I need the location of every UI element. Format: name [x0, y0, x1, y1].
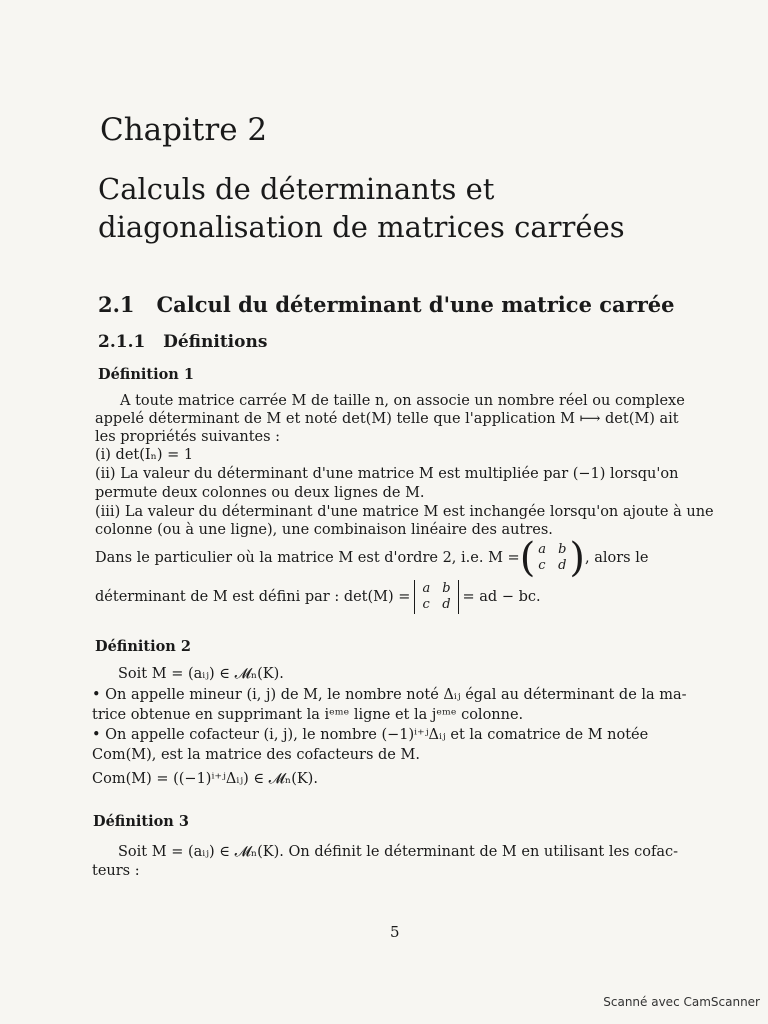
det-entry-a: a: [422, 581, 431, 596]
det-entries: [419, 581, 453, 613]
matrix-entry-d: d: [558, 558, 567, 573]
def1-line: (iii) La valeur du déterminant d'une matrice M est inchangée lorsqu'on ajoute à une: [95, 504, 714, 520]
def2-line: Soit M = (aᵢⱼ) ∈ 𝓜ₙ(K).: [118, 666, 284, 682]
right-paren: ): [569, 535, 585, 581]
def1-det-line: [95, 580, 541, 614]
det-entry-c: c: [422, 597, 430, 612]
def1-line: appelé déterminant de M et noté det(M) telle que l'application M ⟼ det(M) ait: [95, 411, 679, 427]
def1-line: permute deux colonnes ou deux lignes de M.: [95, 485, 425, 501]
def1-line: (ii) La valeur du déterminant d'une matrice M est multipliée par (−1) lorsqu'on: [95, 466, 679, 482]
def1-line: colonne (ou à une ligne), une combinaison linéaire des autres.: [95, 522, 553, 538]
page-number: 5: [390, 923, 400, 941]
def2-line: Com(M), est la matrice des cofacteurs de M.: [92, 747, 420, 763]
def3-line: Soit M = (aᵢⱼ) ∈ 𝓜ₙ(K). On définit le déterminant de M en utilisant les cofac-: [118, 844, 678, 860]
determinant-2x2: [410, 580, 462, 614]
matrix-entry-a: a: [538, 542, 547, 557]
def1-matrix-text: Dans le particulier où la matrice M est d'ordre 2, i.e. M =: [95, 550, 520, 566]
matrix-entry-b: b: [558, 542, 567, 557]
right-bar: [458, 580, 459, 614]
def1-matrix-line: [95, 535, 649, 581]
def1-line: (i) det(Iₙ) = 1: [95, 447, 194, 463]
def2-line: trice obtenue en supprimant la iᵉᵐᵉ ligne et la jᵉᵐᵉ colonne.: [92, 707, 524, 723]
det-entry-b: b: [442, 581, 451, 596]
def1-matrix-text-end: , alors le: [585, 550, 649, 566]
subsection-heading: 2.1.1 Définitions: [98, 332, 268, 352]
matrix-entries: [535, 542, 569, 574]
def2-line: • On appelle mineur (i, j) de M, le nombre noté Δᵢⱼ égal au déterminant de la ma-: [92, 687, 687, 703]
section-heading: 2.1 Calcul du déterminant d'une matrice carrée: [98, 292, 675, 317]
scanner-watermark: Scanné avec CamScanner: [603, 995, 760, 1009]
definition-1-heading: Définition 1: [98, 366, 194, 383]
definition-2-heading: Définition 2: [95, 638, 191, 655]
chapter-title-line2: diagonalisation de matrices carrées: [98, 210, 625, 244]
matrix-entry-c: c: [538, 558, 546, 573]
def1-line: A toute matrice carrée M de taille n, on associe un nombre réel ou complexe: [120, 393, 685, 409]
matrix-2x2: [519, 535, 585, 581]
def1-det-result: = ad − bc.: [462, 589, 541, 605]
def2-line: Com(M) = ((−1)ⁱ⁺ʲΔᵢⱼ) ∈ 𝓜ₙ(K).: [92, 771, 318, 787]
def3-line: teurs :: [92, 863, 140, 879]
det-entry-d: d: [442, 597, 451, 612]
def1-line: les propriétés suivantes :: [95, 429, 281, 445]
definition-3-heading: Définition 3: [93, 813, 189, 830]
def1-det-text: déterminant de M est défini par : det(M) =: [95, 589, 411, 605]
def2-line: • On appelle cofacteur (i, j), le nombre (−1)ⁱ⁺ʲΔᵢⱼ et la comatrice de M notée: [92, 727, 649, 743]
chapter-title-line1: Calculs de déterminants et: [98, 172, 495, 206]
left-paren: (: [519, 535, 536, 581]
chapter-heading: Chapitre 2: [100, 112, 268, 148]
left-bar: [414, 580, 415, 614]
